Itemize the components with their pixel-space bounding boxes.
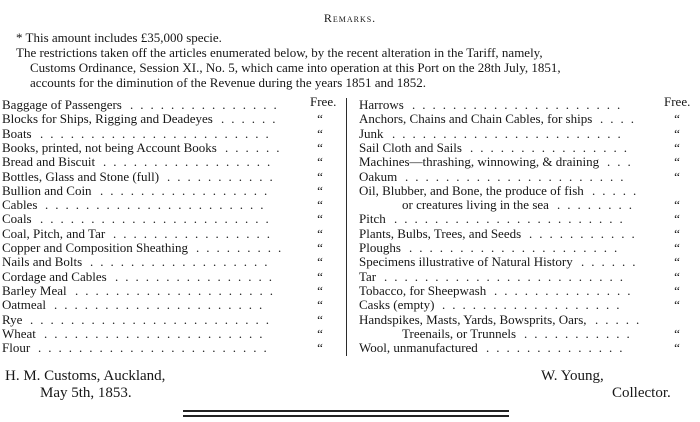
left-item-free-mark: “ [317, 197, 323, 213]
leader-dots: .................. [90, 254, 275, 270]
left-item-free-mark: “ [317, 311, 323, 327]
right-item-label: Specimens illustrative of Natural History [359, 254, 573, 270]
right-item-label: Tar [359, 268, 377, 284]
left-item-free-mark: “ [317, 254, 323, 270]
right-item-label: Machines—thrashing, winnowing, & draining [359, 154, 600, 170]
left-item-free-mark: “ [317, 225, 323, 241]
leader-dots: .................... [75, 282, 280, 298]
left-item-label: Rye [2, 311, 23, 327]
right-item-label: Ploughs [359, 240, 401, 255]
right-item-free-mark: “ [674, 139, 680, 155]
leader-dots: ................. [100, 182, 275, 198]
leader-dots: .... [600, 111, 641, 127]
left-free-header: Free. [310, 94, 337, 109]
left-item-label: Bread and Biscuit [2, 154, 96, 170]
left-item-free-mark: “ [317, 297, 323, 313]
right-item-label: Treenails, or Trunnels [402, 325, 517, 341]
left-item-free-mark: “ [317, 325, 323, 341]
right-item-free-mark: “ [674, 125, 680, 141]
leader-dots: ........ [557, 197, 639, 213]
right-item-label: or creatures living in the sea [402, 197, 549, 213]
para-line-3: accounts for the diminution of the Revenue during the years 1851 and 1852. [30, 75, 427, 90]
right-item-label: Sail Cloth and Sails [359, 139, 462, 155]
left-item-label: Blocks for Ships, Rigging and Deadeyes [2, 111, 213, 127]
left-item-free-mark: “ [317, 240, 323, 255]
left-item-label: Barley Meal [2, 282, 67, 298]
left-item-label: Wheat [2, 325, 36, 341]
leader-dots: ...... [225, 139, 287, 155]
right-item-free-mark: “ [674, 154, 680, 170]
leader-dots: ......... [196, 240, 289, 255]
leader-dots: ........... [167, 168, 280, 184]
leader-dots: ... [607, 154, 638, 170]
right-item-label: Oil, Blubber, and Bone, the produce of fish [359, 182, 584, 198]
leader-dots: ................ [115, 268, 279, 284]
specie-note: * This amount includes £35,000 specie. [16, 30, 222, 45]
leader-dots: ....................... [394, 211, 630, 227]
office-line-2: May 5th, 1853. [40, 385, 132, 401]
left-item-label: Boats [2, 125, 32, 141]
leader-dots: ..................... [412, 97, 628, 112]
leader-dots: ........... [529, 225, 642, 241]
right-item-free-mark: “ [674, 240, 680, 255]
right-item-label: Harrows [359, 97, 404, 112]
leader-dots: ..................... [54, 297, 270, 313]
leader-dots: ............... [130, 97, 284, 112]
right-item-free-mark: “ [674, 211, 680, 227]
right-item-label: Anchors, Chains and Chain Cables, for ships [359, 111, 593, 127]
para-line-2: Customs Ordinance, Session XI., No. 5, which came into operation at this Port on the 28th July, 1851, [30, 60, 561, 75]
right-item-free-mark: “ [674, 282, 680, 298]
right-item-label: Pitch [359, 211, 386, 227]
right-item-free-mark: “ [674, 268, 680, 284]
closing-rule-bottom [183, 415, 509, 417]
leader-dots: ..... [595, 311, 647, 327]
leader-dots: ....................... [38, 340, 274, 356]
right-item-free-mark: “ [674, 325, 680, 341]
left-item-label: Oatmeal [2, 297, 47, 313]
right-item-free-mark: “ [674, 111, 680, 127]
leader-dots: ....................... [40, 125, 276, 141]
leader-dots: ........... [524, 325, 637, 341]
leader-dots: ................ [113, 225, 277, 241]
right-free-header: Free. [664, 94, 691, 109]
leader-dots: ...................... [45, 197, 271, 213]
remarks-title: Remarks. [323, 11, 377, 25]
leader-dots: ........................ [384, 268, 630, 284]
left-item-free-mark: “ [317, 125, 323, 141]
leader-dots: ..................... [409, 240, 625, 255]
left-item-free-mark: “ [317, 168, 323, 184]
left-item-label: Coal, Pitch, and Tar [2, 225, 106, 241]
left-item-free-mark: “ [317, 182, 323, 198]
left-item-label: Bottles, Glass and Stone (full) [2, 168, 160, 184]
leader-dots: ....................... [40, 211, 276, 227]
right-item-free-mark: “ [674, 297, 680, 313]
leader-dots: ..... [592, 182, 644, 198]
signatory-name: W. Young, [541, 368, 604, 384]
left-item-label: Baggage of Passengers [2, 97, 122, 112]
left-item-label: Flour [2, 340, 31, 356]
left-item-free-mark: “ [317, 111, 323, 127]
leader-dots: ...................... [405, 168, 631, 184]
left-item-free-mark: “ [317, 340, 323, 356]
right-item-free-mark: “ [674, 340, 680, 356]
left-item-free-mark: “ [317, 139, 323, 155]
leader-dots: ........................ [30, 311, 276, 327]
left-item-free-mark: “ [317, 211, 323, 227]
left-item-free-mark: “ [317, 268, 323, 284]
leader-dots: ................. [103, 154, 278, 170]
leader-dots: ................ [470, 139, 634, 155]
signatory-role: Collector. [612, 385, 671, 401]
right-item-label: Tobacco, for Sheepwash [359, 282, 487, 298]
left-item-label: Cables [2, 197, 38, 213]
right-item-free-mark: “ [674, 254, 680, 270]
left-item-label: Cordage and Cables [2, 268, 107, 284]
right-item-label: Wool, unmanufactured [359, 340, 478, 356]
right-item [0, 340, 700, 356]
left-item-label: Books, printed, not being Account Books [2, 139, 217, 155]
left-item-free-mark: “ [317, 282, 323, 298]
closing-rule-top [183, 410, 509, 412]
left-item-free-mark: “ [317, 154, 323, 170]
leader-dots: ...... [581, 254, 643, 270]
leader-dots: ....................... [392, 125, 628, 141]
leader-dots: ...... [221, 111, 283, 127]
left-item-label: Bullion and Coin [2, 182, 92, 198]
right-item-label: Casks (empty) [359, 297, 435, 313]
left-item-label: Copper and Composition Sheathing [2, 240, 188, 255]
para-line-1: The restrictions taken off the articles enumerated below, by the recent alteration in the Tariff, namely, [16, 45, 543, 60]
right-item-label: Oakum [359, 168, 398, 184]
office-line-1: H. M. Customs, Auckland, [5, 368, 166, 384]
right-item-free-mark: “ [674, 225, 680, 241]
leader-dots: .............. [486, 340, 630, 356]
right-item-label: Junk [359, 125, 384, 141]
leader-dots: .................. [442, 297, 627, 313]
left-item-label: Coals [2, 211, 32, 227]
right-item-label: Handspikes, Masts, Yards, Bowsprits, Oars, [359, 311, 587, 327]
right-item-label: Plants, Bulbs, Trees, and Seeds [359, 225, 522, 241]
leader-dots: .............. [494, 282, 638, 298]
right-item-free-mark: “ [674, 197, 680, 213]
leader-dots: ...................... [44, 325, 270, 341]
right-item-free-mark: “ [674, 168, 680, 184]
left-item-label: Nails and Bolts [2, 254, 83, 270]
